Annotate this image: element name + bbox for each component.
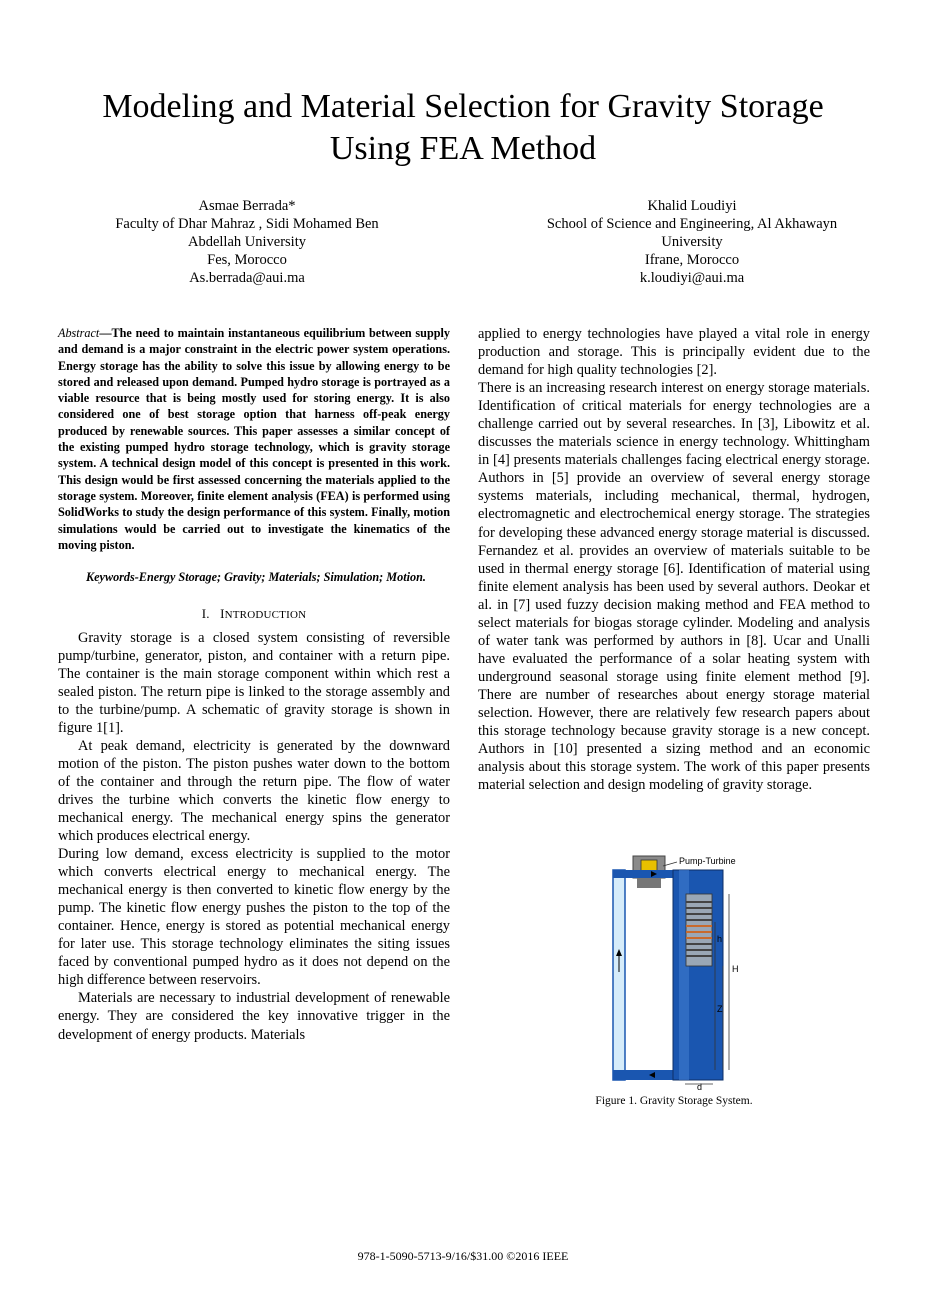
keywords: Keywords-Energy Storage; Gravity; Materials; Simulation; Motion. [86, 570, 426, 585]
section-number: I. [201, 606, 210, 622]
gravity-storage-diagram [585, 852, 785, 1092]
paragraph: There is an increasing research interest on energy storage materials. Identification of critical materials for energy technologies are a challenge carried out by several researches. In [3], Libowitz et al. discusses the materials science in energy technology. Whittingham in [4] presents materials challenges facing electrical energy storage. Authors in [5] provide an overview of several energy storage systems materials, including mechanical, thermal, hydrogen, electromagnetic and electrochemical energy storage. The strategies for developing these advanced energy storage material is discussed. Fernandez et al. provides an overview of materials suitable to be used in thermal energy storage [6]. Identification of material using finite element analysis has been used by several authors. Deokar et al. in [7] used fuzzy decision making method and FEA method to select materials for biogas storage cylinder. Modeling and analysis of water tank was performed by authors in [8]. Ucar and Unalli have evaluated the performance of a solar heating system with underground seasonal storage using finite element method [9]. There are number of researches about energy storage material selection. However, there are relatively few research papers about this storage technology because gravity storage is a new concept. Authors in [10] presented a sizing method and an economic analysis about this storage system. The work of this paper presents material selection and design modeling of gravity storage. [478, 380, 870, 794]
paragraph: Gravity storage is a closed system consisting of reversible pump/turbine, generator, piston, and container with a return pipe. The container is the main storage component within which rest a sealed piston. The return pipe is linked to the storage assembly and to the turbine/pump. A schematic of gravity storage is shown in figure 1[1]. [58, 629, 450, 736]
figure-gravity-storage [585, 852, 785, 1092]
label-H-upper: H [732, 964, 739, 974]
left-column [58, 325, 450, 1044]
figure-caption: Figure 1. Gravity Storage System. [595, 1095, 753, 1107]
author-location: Ifrane, Morocco [644, 252, 740, 268]
paragraph: Materials are necessary to industrial development of renewable energy. They are considered the key innovative trigger in the development of energy products. Materials [58, 990, 450, 1043]
section-title-first: I [220, 606, 225, 622]
label-pump-turbine: Pump-Turbine [679, 856, 736, 866]
section-heading [58, 605, 450, 624]
return-pipe [613, 870, 625, 1080]
abstract-label: Abstract [58, 326, 100, 340]
label-d: d [697, 1082, 703, 1092]
page-footer: 978-1-5090-5713-9/16/$31.00 ©2016 IEEE [357, 1249, 569, 1263]
right-column [478, 325, 870, 794]
author-name: Khalid Loudiyi [647, 198, 737, 214]
author-email: k.loudiyi@aui.ma [639, 270, 745, 286]
paper-title: Modeling and Material Selection for Gravity Storage Using FEA Method [102, 88, 824, 167]
abstract-text: The need to maintain instantaneous equilibrium between supply and demand is a major constraint in the electric power system operations. Energy storage has the ability to solve this issue by allowing energy to be stored and released upon demand. Pumped hydro storage is portrayed as a viable resource that is being mostly used for storing energy. It is also considered one of best storage option that harness off-peak energy produced by renewable sources. This paper assesses a similar concept of the existing pumped hydro storage technology, which is gravity storage system. A technical design model of this concept is presented in this work. This design would be first assessed concerning the materials applied to the storage system. Moreover, finite element analysis (FEA) is performed using SolidWorks to study the design performance of this system. Finally, motion simulations would be carried out to investigate the kinematics of the moving piston. [58, 326, 450, 552]
paragraph: During low demand, excess electricity is supplied to the motor which converts electrical energy to mechanical energy. The mechanical energy is then converted to kinetic flow energy by the pump. The kinetic flow energy pushes the piston to the top of the container. Hence, energy is stored as potential mechanical energy for later use. This storage technology eliminates the siting issues faced by conventional pumped hydro as it does not depend on the high difference between reservoirs. [58, 846, 450, 989]
label-pipe: Pipe [629, 1036, 646, 1045]
label-water: Water [629, 955, 651, 964]
paragraph: At peak demand, electricity is generated by the downward motion of the piston. The piston pushes water down to the bottom of the container and through the return pipe. The flow of water drives the turbine which converts the kinetic flow energy to mechanical energy. The mechanical energy spins the generator which produces electrical energy. [58, 737, 450, 845]
author-block-1 [67, 197, 427, 287]
author-affiliation: Abdellah University [188, 234, 306, 250]
label-h: h [717, 934, 723, 944]
pump-turbine-base [637, 878, 661, 888]
label-flow: Flow [629, 966, 646, 975]
label-Z: Z [717, 1004, 723, 1014]
abstract: Abstract—The need to maintain instantaneous equilibrium between supply and demand is a major constraint in the electric power system operations. Energy storage has the ability to solve this issue by allowing energy to be stored and released upon demand. Pumped hydro storage is portrayed as a viable resource that is being mostly used for storing energy. It is also considered one of best storage option that harness off-peak energy produced by renewable sources. This paper assesses a similar concept of the existing pumped hydro storage technology, which is gravity storage system. A technical design model of this concept is presented in this work. This design would be first assessed concerning the materials applied to the storage system. Moreover, finite element analysis (FEA) is performed using SolidWorks to study the design performance of this system. Finally, motion simulations would be carried out to investigate the kinematics of the moving piston. [58, 326, 450, 552]
author-affiliation: School of Science and Engineering, Al Akhawayn [546, 216, 838, 232]
author-name: Asmae Berrada* [198, 198, 296, 214]
paragraph: applied to energy technologies have played a vital role in energy production and storage. This is principally evident due to the demand for high quality technologies [2]. [478, 326, 870, 379]
label-return: Return [629, 1025, 654, 1034]
top-channel [613, 870, 673, 878]
author-location: Fes, Morocco [207, 252, 287, 268]
author-affiliation: University [661, 234, 723, 250]
section-title-rest: NTRODUCTION [224, 609, 307, 622]
author-affiliation: Faculty of Dhar Mahraz , Sidi Mohamed Ben [115, 216, 379, 232]
author-block-2 [512, 197, 872, 287]
author-email: As.berrada@aui.ma [189, 270, 305, 286]
